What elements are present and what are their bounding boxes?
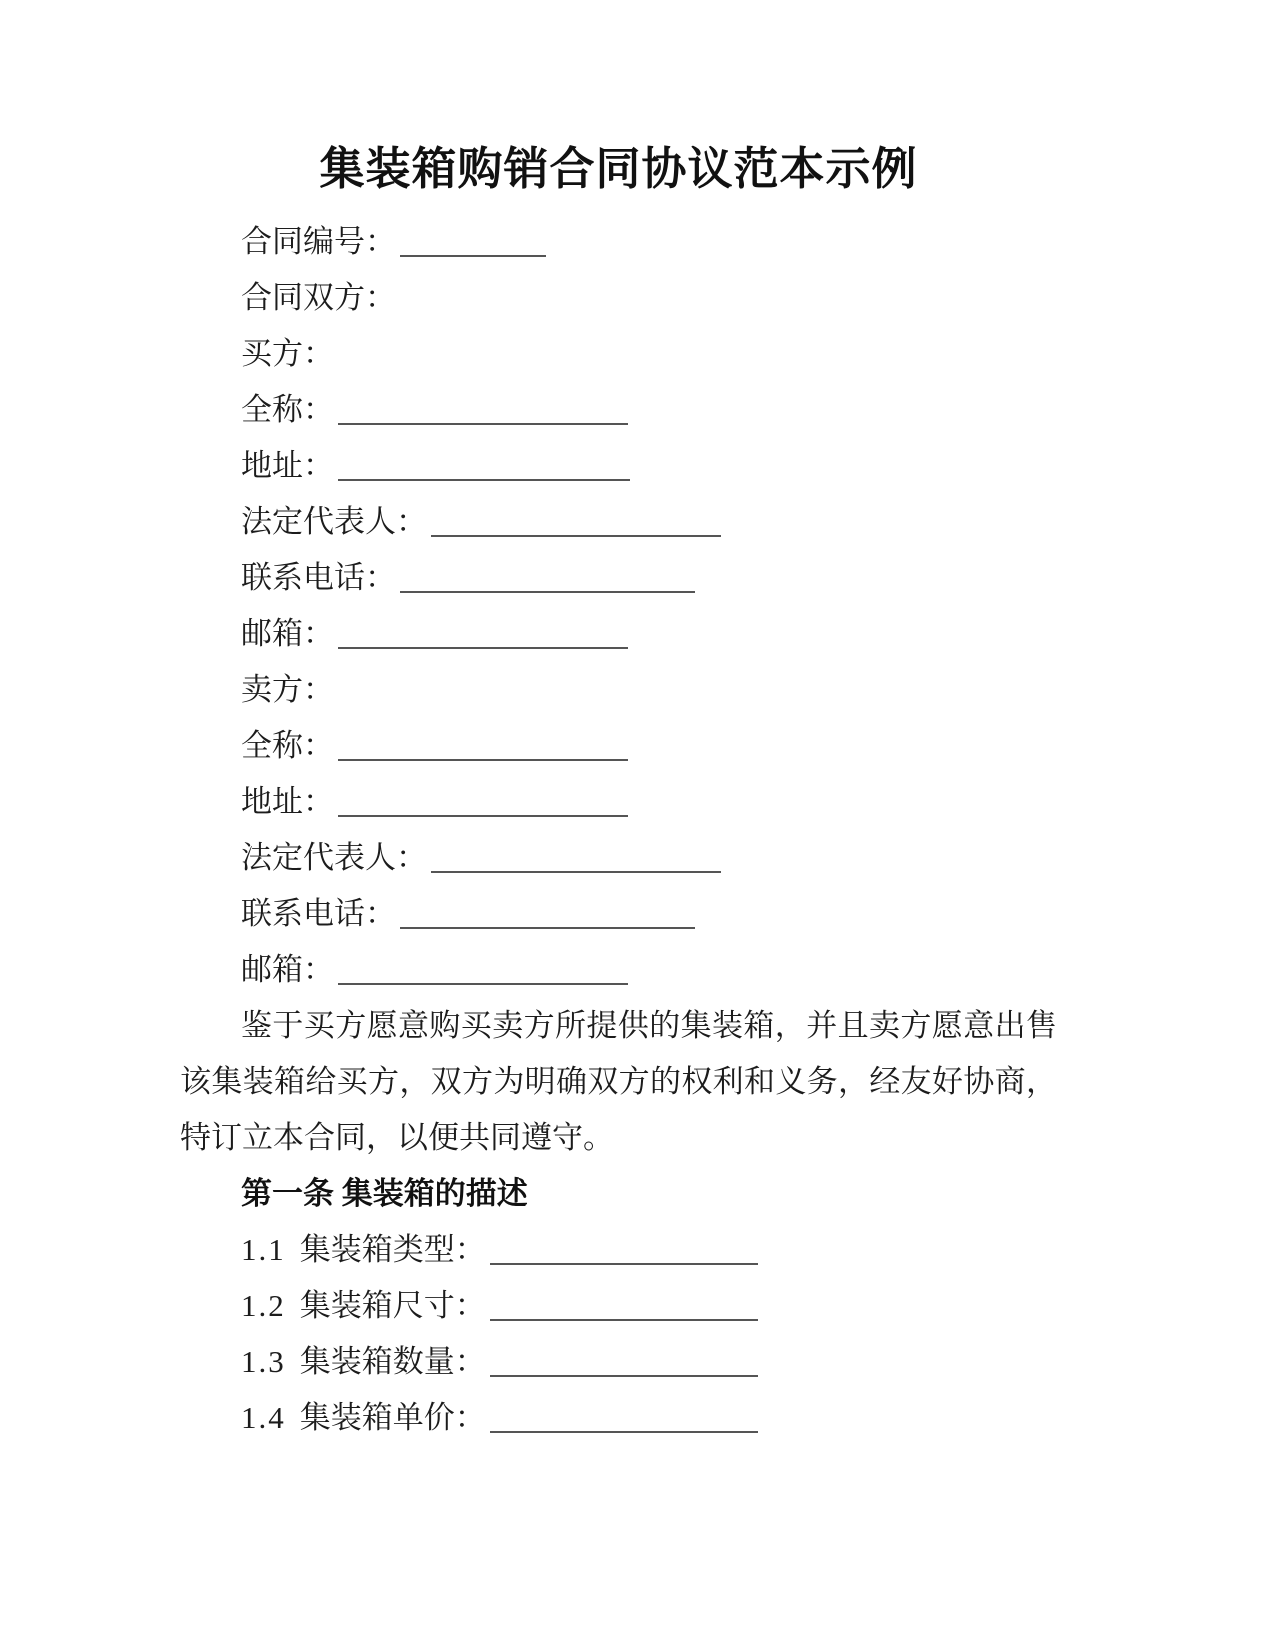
item-number: 1.4 xyxy=(241,1400,286,1435)
page-title: 集装箱购销合同协议范本示例 xyxy=(319,144,918,194)
section-item-row xyxy=(180,1278,1057,1334)
contract-field-row xyxy=(180,886,1057,942)
fill-in-blank-line xyxy=(431,841,721,873)
item-label: 集装箱尺寸： xyxy=(299,1288,486,1323)
contract-field-row xyxy=(180,270,1057,326)
field-label: 卖方： xyxy=(241,672,334,707)
fill-in-blank-line xyxy=(400,897,695,929)
contract-field-row xyxy=(180,326,1057,382)
contract-field-row xyxy=(180,942,1057,998)
item-label: 集装箱数量： xyxy=(299,1344,486,1379)
field-label: 合同双方： xyxy=(241,280,396,315)
contract-field-row xyxy=(180,382,1057,438)
fill-in-blank-line xyxy=(338,617,628,649)
fill-in-blank-line xyxy=(490,1401,758,1433)
field-label: 地址： xyxy=(241,448,334,483)
fill-in-blank-line xyxy=(490,1289,758,1321)
field-label: 法定代表人： xyxy=(241,504,427,539)
field-label: 法定代表人： xyxy=(241,840,427,875)
field-label: 合同编号： xyxy=(241,224,396,259)
item-label: 集装箱单价： xyxy=(299,1400,486,1435)
field-label: 买方： xyxy=(241,336,334,371)
section-1-heading: 第一条 集装箱的描述 xyxy=(241,1176,528,1211)
contract-field-row xyxy=(180,606,1057,662)
item-number: 1.1 xyxy=(241,1232,286,1267)
item-number: 1.2 xyxy=(241,1288,286,1323)
item-number: 1.3 xyxy=(241,1344,286,1379)
section-item-row xyxy=(180,1334,1057,1390)
field-label: 邮箱： xyxy=(241,616,334,651)
fill-in-blank-line xyxy=(431,505,721,537)
fill-in-blank-line xyxy=(338,449,630,481)
contract-field-row xyxy=(180,438,1057,494)
fill-in-blank-line xyxy=(338,785,628,817)
contract-header-fields xyxy=(180,214,1057,998)
fill-in-blank-line xyxy=(490,1233,758,1265)
item-label: 集装箱类型： xyxy=(299,1232,486,1267)
fill-in-blank-line xyxy=(400,561,695,593)
fill-in-blank-line xyxy=(338,953,628,985)
field-label: 全称： xyxy=(241,392,334,427)
fill-in-blank-line xyxy=(338,393,628,425)
field-label: 全称： xyxy=(241,728,334,763)
field-label: 联系电话： xyxy=(241,560,396,595)
fill-in-blank-line xyxy=(490,1345,758,1377)
contract-field-row xyxy=(180,494,1057,550)
fill-in-blank-line xyxy=(338,729,628,761)
document-content xyxy=(180,0,1057,1446)
fill-in-blank-line xyxy=(400,225,546,257)
field-label: 邮箱： xyxy=(241,952,334,987)
contract-field-row xyxy=(180,718,1057,774)
section-1-items xyxy=(180,1222,1057,1446)
section-item-row xyxy=(180,1390,1057,1446)
contract-field-row xyxy=(180,550,1057,606)
contract-field-row xyxy=(180,830,1057,886)
field-label: 联系电话： xyxy=(241,896,396,931)
contract-field-row xyxy=(180,214,1057,270)
preamble-paragraph: 鉴于买方愿意购买卖方所提供的集装箱，并且卖方愿意出售该集装箱给买方，双方为明确双方的权利和义务，经友好协商，特订立本合同，以便共同遵守。 xyxy=(180,1008,1057,1155)
field-label: 地址： xyxy=(241,784,334,819)
contract-field-row xyxy=(180,774,1057,830)
section-item-row xyxy=(180,1222,1057,1278)
contract-field-row xyxy=(180,662,1057,718)
